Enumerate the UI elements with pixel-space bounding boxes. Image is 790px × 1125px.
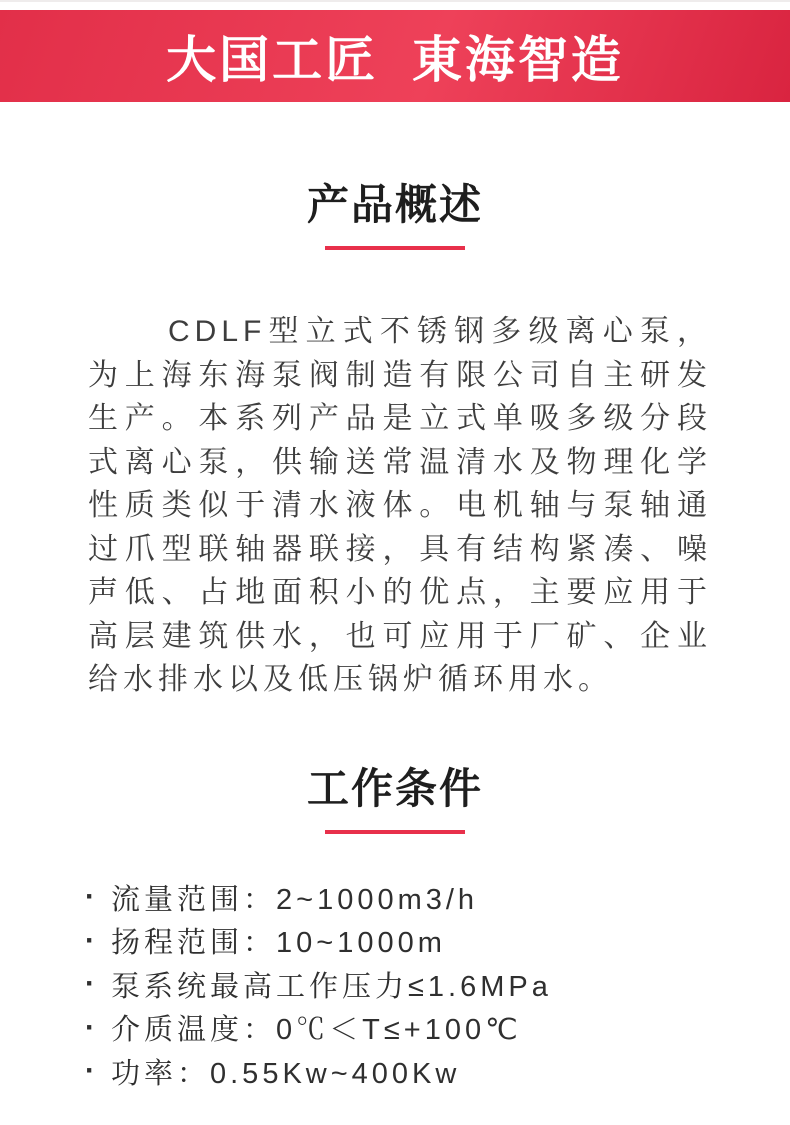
banner-title: 大国工匠 東海智造 xyxy=(166,32,624,88)
bullet-dot-icon: · xyxy=(85,1010,99,1044)
overview-title: 产品概述 xyxy=(306,181,483,228)
title-underline xyxy=(325,246,465,250)
conditions-title: 工作条件 xyxy=(306,764,483,812)
spec-item-medium-temperature xyxy=(85,1006,790,1050)
spec-text: 流量范围：2~1000m3/h xyxy=(111,883,479,916)
overview-paragraph: CDLF型立式不锈钢多级离心泵，为上海东海泵阀制造有限公司自主研发生产。本系列产品是立式单吸多级分段式离心泵，供输送常温清水及物理化学性质类似于清水液体。电机轴与泵轴通过爪型联轴器联接，具有结构紧凑、噪声低、占地面积小的优点，主要应用于高层建筑供水，也可应用于厂矿、企业给水排水以及低压锅炉循环用水。 xyxy=(88,315,712,696)
bullet-dot-icon: · xyxy=(85,967,99,1001)
spec-text: 扬程范围：10~1000m xyxy=(111,927,446,960)
top-divider xyxy=(0,0,790,2)
conditions-list xyxy=(85,876,790,1094)
section-product-overview xyxy=(0,172,790,702)
section-working-conditions xyxy=(0,756,790,1094)
overview-heading xyxy=(0,172,790,250)
title-underline xyxy=(325,830,465,834)
spec-text: 功率：0.55Kw~400Kw xyxy=(111,1057,461,1090)
spec-text: 泵系统最高工作压力≤1.6MPa xyxy=(111,970,552,1003)
spec-item-max-pressure xyxy=(85,963,790,1007)
conditions-heading xyxy=(0,756,790,834)
spec-item-power xyxy=(85,1050,790,1094)
brand-banner xyxy=(0,10,790,102)
spec-item-head-range xyxy=(85,919,790,963)
bullet-dot-icon: · xyxy=(85,1054,99,1088)
spec-text: 介质温度：0℃＜T≤+100℃ xyxy=(111,1014,522,1047)
bullet-dot-icon: · xyxy=(85,880,99,914)
spec-item-flow-range xyxy=(85,876,790,920)
bullet-dot-icon: · xyxy=(85,923,99,957)
